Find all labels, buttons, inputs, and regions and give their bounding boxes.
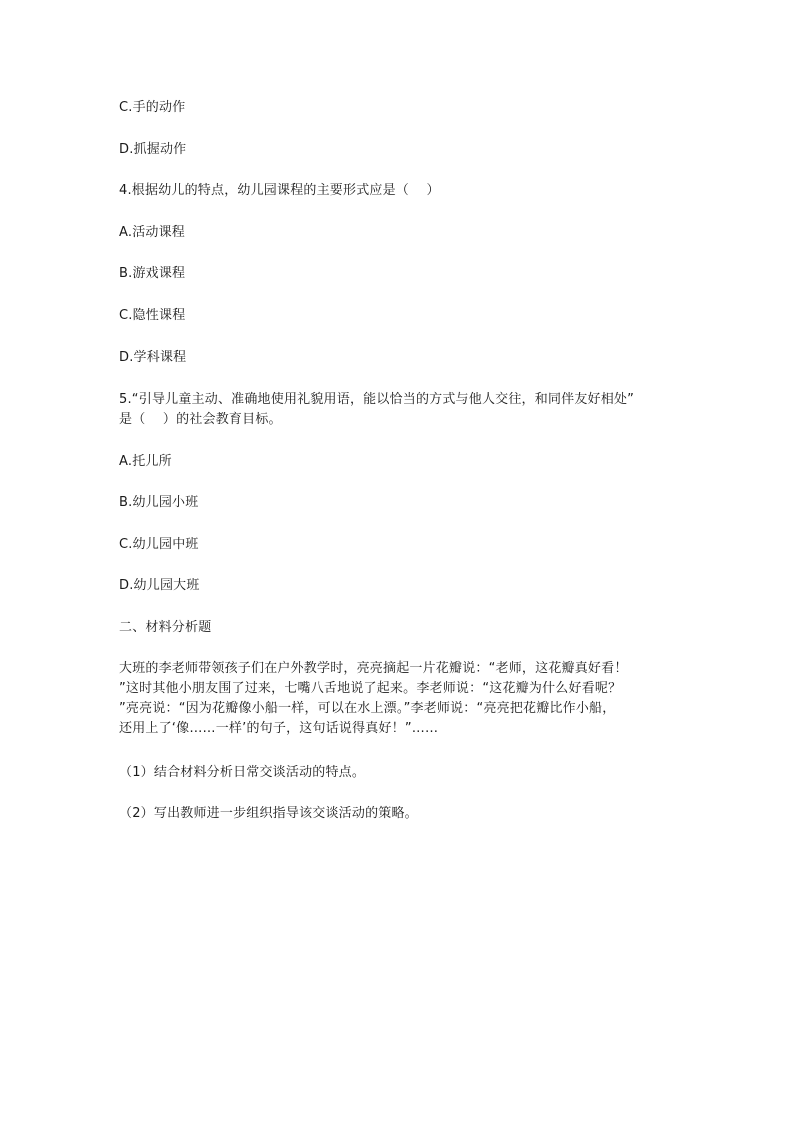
section-heading: 二、材料分析题 bbox=[119, 620, 212, 635]
q4-question: 4.根据幼儿的特点，幼儿园课程的主要形式应是（ ） bbox=[119, 183, 440, 198]
q5-option-d: D.幼儿园大班 bbox=[119, 578, 200, 593]
q4-option-d: D.学科课程 bbox=[119, 350, 187, 365]
sub-question-1: （1）结合材料分析日常交谈活动的特点。 bbox=[119, 765, 366, 780]
q5-question-line-2: 是（ ）的社会教育目标。 bbox=[119, 412, 282, 427]
q5-option-c: C.幼儿园中班 bbox=[119, 537, 199, 552]
q4-option-a: A.活动课程 bbox=[119, 225, 185, 240]
material-passage bbox=[119, 659, 679, 739]
material-line-3: ”亮亮说：“因为花瓣像小船一样，可以在水上漂。”李老师说：“亮亮把花瓣比作小船， bbox=[119, 701, 616, 716]
material-line-1: 大班的李老师带领孩子们在户外教学时，亮亮摘起一片花瓣说：“老师，这花瓣真好看！ bbox=[119, 661, 628, 676]
q4-option-c: C.隐性课程 bbox=[119, 308, 186, 323]
material-line-4: 还用上了‘像……一样’的句子，这句话说得真好！”…… bbox=[119, 721, 439, 736]
q5-question-line-1: 5.“引导儿童主动、准确地使用礼貌用语，能以恰当的方式与他人交往，和同伴友好相处” bbox=[119, 392, 635, 407]
q4-option-b: B.游戏课程 bbox=[119, 266, 186, 281]
sub-question-2: （2）写出教师进一步组织指导该交谈活动的策略。 bbox=[119, 806, 418, 821]
q3-option-c: C.手的动作 bbox=[119, 100, 186, 115]
q5-question bbox=[119, 390, 679, 430]
q3-option-d: D.抓握动作 bbox=[119, 142, 187, 157]
q5-option-b: B.幼儿园小班 bbox=[119, 495, 199, 510]
q5-option-a: A.托儿所 bbox=[119, 454, 172, 469]
material-line-2: ”这时其他小朋友围了过来，七嘴八舌地说了起来。李老师说：“这花瓣为什么好看呢？ bbox=[119, 681, 622, 696]
